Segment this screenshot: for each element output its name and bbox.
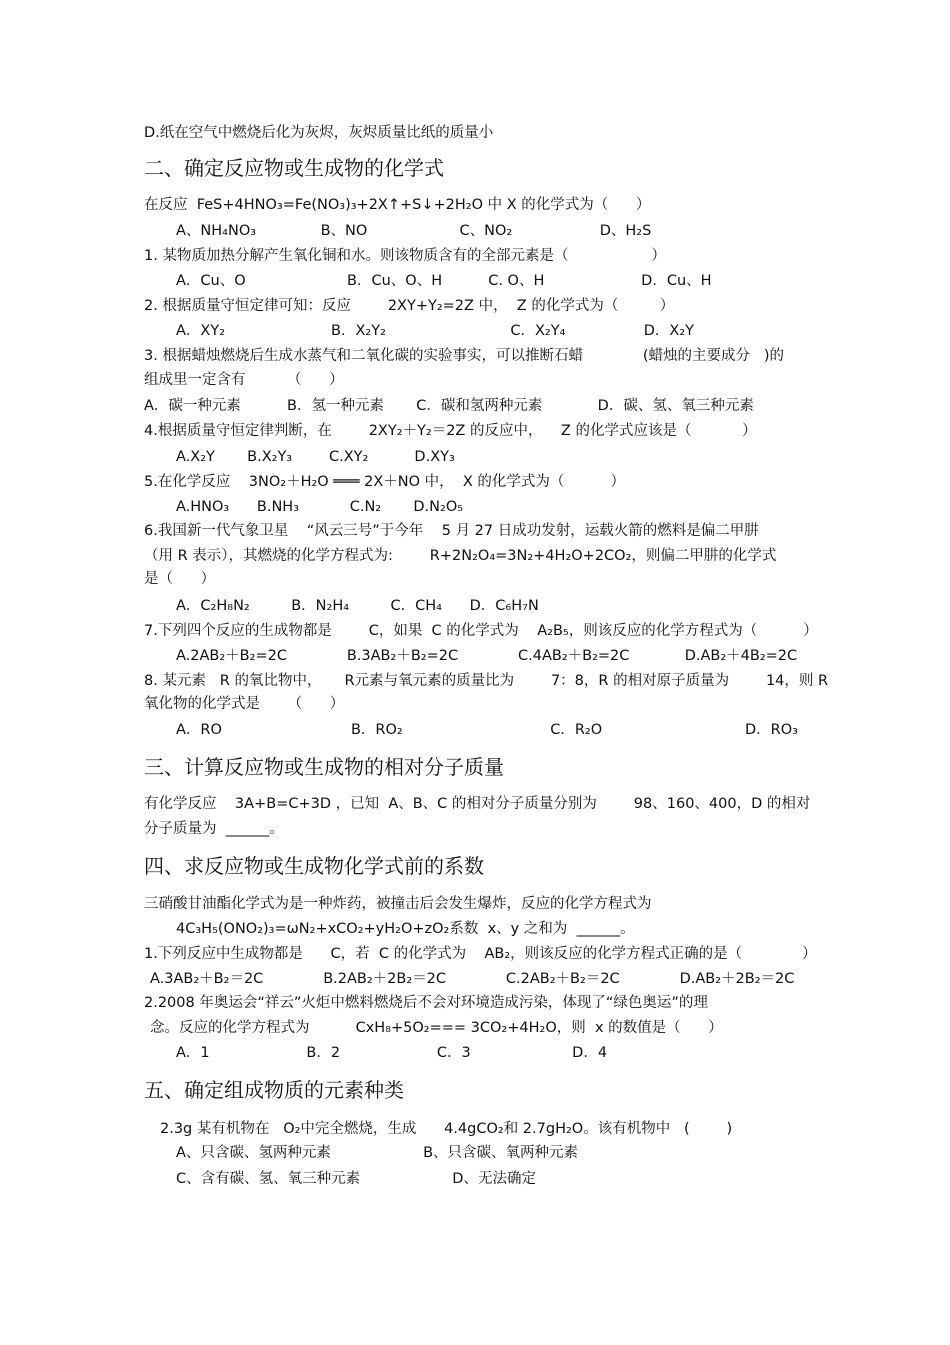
text-line: D.纸在空气中燃烧后化为灰烬，灰烬质量比纸的质量小: [144, 125, 494, 141]
text-line: 3. 根据蜡烛燃烧后生成水蒸气和二氧化碳的实验事实，可以推断石蜡 (蜡烛的主要成分 )的: [144, 348, 785, 364]
text-line: 在反应 FeS+4HNO₃=Fe(NO₃)₃+2X↑+S↓+2H₂O 中 X 的化学式为（ ）: [144, 197, 651, 213]
text-line: A.HNO₃ B.NH₃ C.N₂ D.N₂O₅: [176, 499, 464, 515]
text-line: A.2AB₂＋B₂=2C B.3AB₂＋B₂=2C C.4AB₂＋B₂=2C D.AB₂＋4B₂=2C: [176, 648, 798, 664]
text-line: 6.我国新一代气象卫星 “风云三号”于今年 5 月 27 日成功发射，运载火箭的燃料是偏二甲肼: [144, 523, 759, 539]
text-line: 2. 根据质量守恒定律可知：反应 2XY+Y₂=2Z 中， Z 的化学式为（ ）: [144, 298, 675, 314]
text-line: A、NH₄NO₃ B、NO C、NO₂ D、H₂S: [176, 223, 652, 239]
text-line: 2.3g 某有机物在 O₂中完全燃烧，生成 4.4gCO₂和 2.7gH₂O。该有机物中 ( ): [160, 1121, 733, 1137]
section-heading: 四、求反应物或生成物化学式前的系数: [144, 854, 484, 878]
text-line: 5.在化学反应 3NO₂＋H₂O ═══ 2X＋NO 中， X 的化学式为（ ）: [144, 474, 625, 490]
text-line: 4.根据质量守恒定律判断，在 2XY₂＋Y₂＝2Z 的反应中， Z 的化学式应该是（ ）: [144, 423, 757, 439]
text-line: A.X₂Y B.X₂Y₃ C.XY₂ D.XY₃: [176, 449, 455, 465]
text-line: A、只含碳、氢两种元素 B、只含碳、氧两种元素: [176, 1145, 579, 1161]
text-line: （用 R 表示），其燃烧的化学方程式为: R+2N₂O₄=3N₂+4H₂O+2CO₂，则偏二甲肼的化学式: [144, 548, 777, 564]
text-line: A．碳一种元素 B．氢一种元素 C．碳和氢两种元素 D．碳、氢、氧三种元素: [144, 398, 754, 414]
text-line: 有化学反应 3A+B=C+3D ，已知 A、B、C 的相对分子质量分别为 98、160、400，D 的相对: [144, 796, 811, 812]
text-line: 2.2008 年奥运会“祥云”火炬中燃料燃烧后不会对环境造成污染，体现了“绿色奥运”的理: [144, 995, 708, 1011]
section-heading: 三、计算反应物或生成物的相对分子质量: [144, 755, 504, 779]
text-line: 组成里一定含有 （ ）: [144, 372, 344, 388]
text-line: A．RO B．RO₂ C．R₂O D．RO₃: [176, 722, 798, 738]
text-line: 1.下列反应中生成物都是 C，若 C 的化学式为 AB₂，则该反应的化学方程式正确的是（ ）: [144, 946, 817, 962]
text-line: 是（ ）: [144, 571, 216, 587]
text-line: 念。反应的化学方程式为 CxH₈+5O₂=== 3CO₂+4H₂O，则 x 的数值是（ ）: [150, 1020, 723, 1036]
text-line: 8. 某元素 R 的氧比物中， R元素与氧元素的质量比为 7：8，R 的相对原子质量为 14，则 R: [144, 673, 829, 689]
text-line: A．C₂H₈N₂ B．N₂H₄ C．CH₄ D．C₆H₇N: [176, 598, 539, 614]
text-line: A．1 B．2 C．3 D．4: [176, 1045, 608, 1061]
section-heading: 二、确定反应物或生成物的化学式: [144, 156, 444, 180]
text-line: A．Cu、O B．Cu、O、H C. O、H D．Cu、H: [176, 273, 712, 289]
text-line: 1. 某物质加热分解产生氧化铜和水。则该物质含有的全部元素是（ ）: [144, 248, 666, 264]
text-line: 氧化物的化学式是 （ ）: [144, 696, 345, 712]
text-line: A．XY₂ B．X₂Y₂ C．X₂Y₄ D．X₂Y: [176, 323, 695, 339]
section-heading: 五、确定组成物质的元素种类: [144, 1078, 404, 1102]
text-line: C、含有碳、氢、氧三种元素 D、无法确定: [176, 1171, 536, 1187]
text-line: 三硝酸甘油酯化学式为是一种炸药，被撞击后会发生爆炸，反应的化学方程式为: [144, 896, 652, 912]
text-line: 4C₃H₅(ONO₂)₃=ωN₂+xCO₂+yH₂O+zO₂系数 x、y 之和为 ______。: [176, 921, 635, 937]
text-line: A.3AB₂＋B₂＝2C B.2AB₂＋2B₂＝2C C.2AB₂＋B₂＝2C D.AB₂＋2B₂＝2C: [150, 971, 795, 987]
text-line: 分子质量为 ______。: [144, 821, 284, 837]
text-line: 7.下列四个反应的生成物都是 C，如果 C 的化学式为 A₂B₅，则该反应的化学方程式为（ ）: [144, 623, 818, 639]
